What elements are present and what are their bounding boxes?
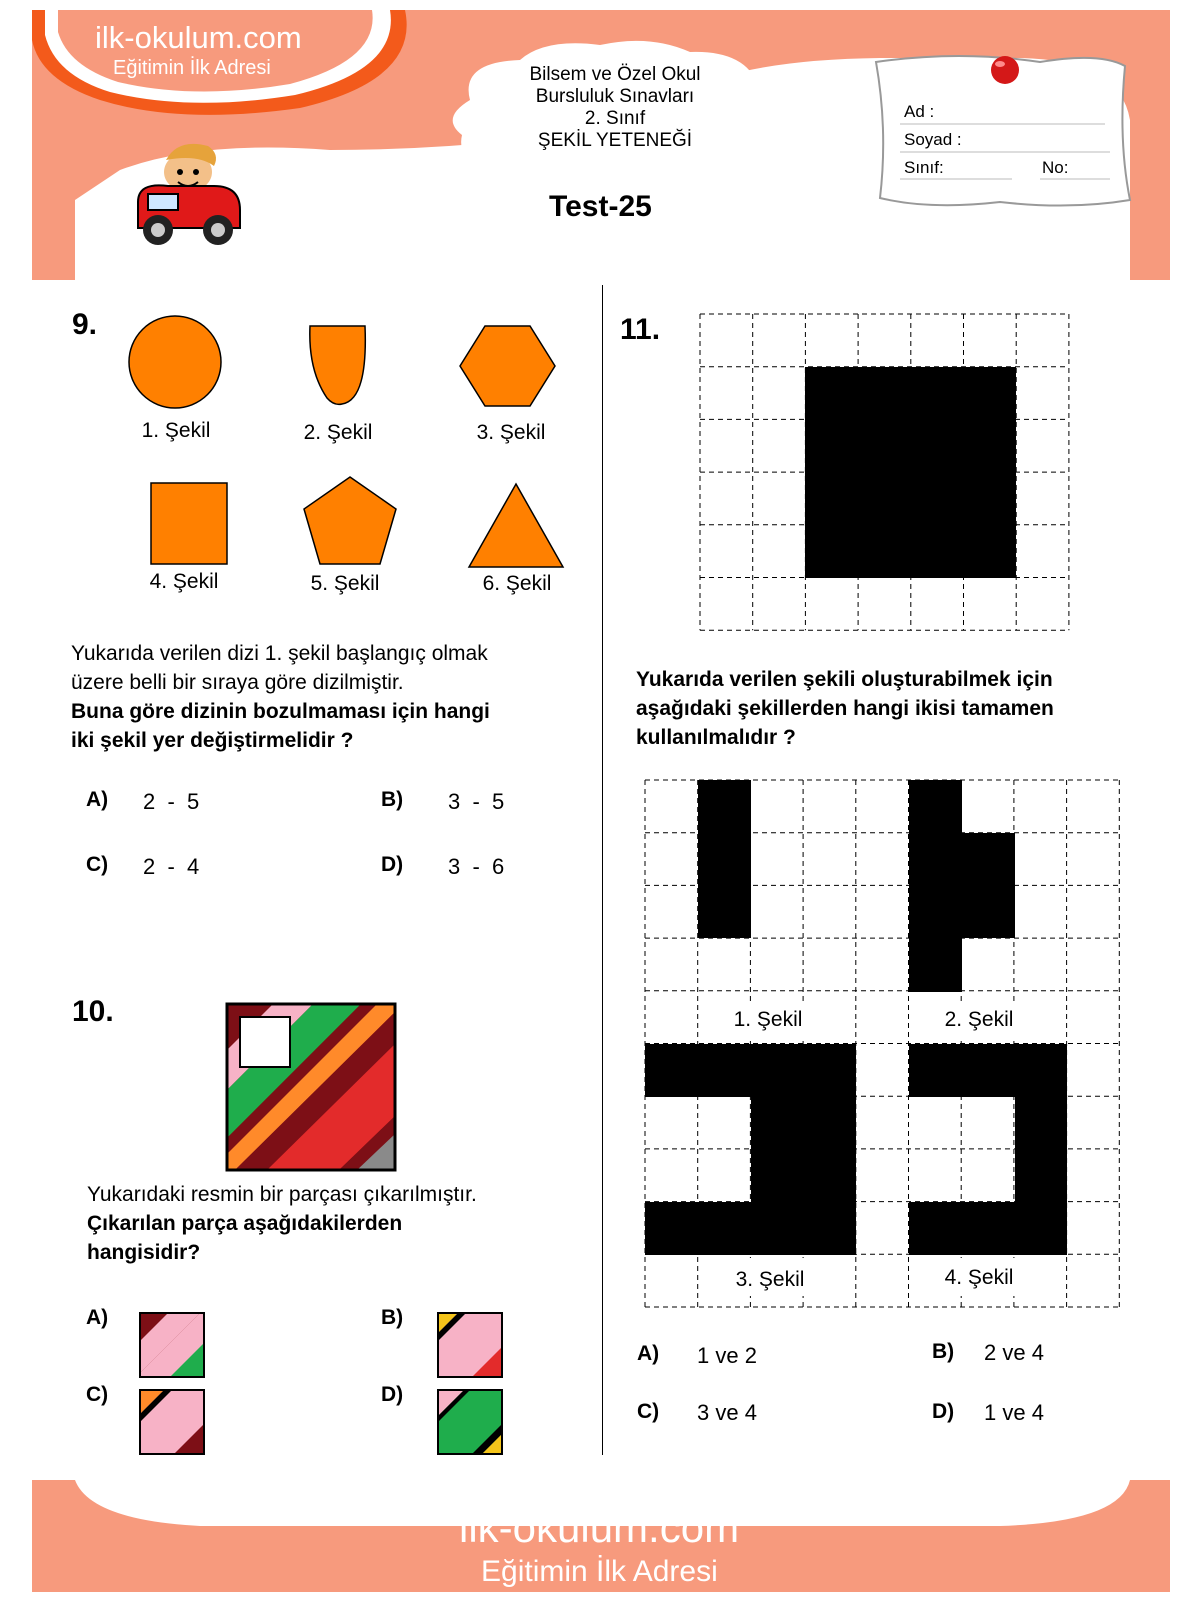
option-letter[interactable]: A) xyxy=(86,1306,109,1329)
student-number-label: No: xyxy=(1042,158,1069,177)
shape-label: 6. Şekil xyxy=(482,572,552,595)
shape-label: 5. Şekil xyxy=(310,572,380,595)
student-surname-label: Soyad : xyxy=(904,130,962,149)
square-shape xyxy=(151,483,227,564)
option-letter[interactable]: D) xyxy=(381,1383,404,1406)
target-black-square xyxy=(805,367,1016,578)
piece-1 xyxy=(698,780,751,938)
column-divider xyxy=(602,285,603,1455)
q11-question-line: aşağıdaki şekillerden hangi ikisi tamamen xyxy=(636,697,1054,720)
piece-label: 2. Şekil xyxy=(944,1008,1014,1031)
exam-title-line: 2. Sınıf xyxy=(584,108,646,129)
option-b-tile[interactable] xyxy=(437,1312,503,1378)
exam-title xyxy=(495,64,735,152)
option-letter[interactable]: D) xyxy=(932,1400,955,1423)
option-letter[interactable]: B) xyxy=(381,788,404,811)
piece-label: 3. Şekil xyxy=(735,1268,805,1291)
q10-question-line: Çıkarılan parça aşağıdakilerden xyxy=(87,1212,403,1235)
option-letter[interactable]: C) xyxy=(86,853,109,876)
car-character-icon xyxy=(128,132,248,252)
brand-slogan-top: Eğitimin İlk Adresi xyxy=(113,57,271,79)
option-value[interactable]: 3 - 5 xyxy=(448,789,505,814)
exam-title-line: Bursluluk Sınavları xyxy=(535,86,695,107)
q10-text-line: Yukarıdaki resmin bir parçası çıkarılmıştır. xyxy=(87,1183,477,1206)
option-value[interactable]: 3 ve 4 xyxy=(697,1400,757,1425)
pentagon-shape xyxy=(304,477,396,564)
question-number: 10. xyxy=(72,995,114,1028)
shape-label: 3. Şekil xyxy=(476,421,546,444)
q9-text-line: Yukarıda verilen dizi 1. şekil başlangıç olmak xyxy=(71,642,488,665)
pushpin-icon xyxy=(991,56,1019,84)
brand-site-bottom[interactable]: ilk-okulum.com xyxy=(459,1504,740,1551)
student-class-label: Sınıf: xyxy=(904,158,944,177)
option-letter[interactable]: A) xyxy=(86,788,109,811)
q11-question xyxy=(636,665,1054,752)
option-value[interactable]: 3 - 6 xyxy=(448,854,505,879)
brand-site-top[interactable]: ilk-okulum.com xyxy=(95,20,302,55)
option-value[interactable]: 2 - 5 xyxy=(143,789,200,814)
triangle-shape xyxy=(469,484,563,567)
question-number: 11. xyxy=(620,313,661,346)
option-value[interactable]: 2 - 4 xyxy=(143,854,200,879)
pieces-grid xyxy=(645,780,1125,1320)
option-value[interactable]: 2 ve 4 xyxy=(984,1340,1044,1365)
piece-label: 4. Şekil xyxy=(944,1266,1014,1289)
q9-text xyxy=(71,639,490,755)
option-letter[interactable]: A) xyxy=(637,1342,660,1365)
exam-title-line: ŞEKİL YETENEĞİ xyxy=(537,130,693,151)
option-letter[interactable]: D) xyxy=(381,853,404,876)
q11-question-line: kullanılmalıdır ? xyxy=(636,726,796,749)
piece-2 xyxy=(909,780,1015,992)
student-name-label: Ad : xyxy=(904,102,935,121)
shape-label: 2. Şekil xyxy=(303,421,373,444)
striped-picture xyxy=(226,1003,396,1171)
q10-question-line: hangisidir? xyxy=(87,1241,201,1264)
q9-question-line: iki şekil yer değiştirmelidir ? xyxy=(71,729,354,752)
option-value[interactable]: 1 ve 4 xyxy=(984,1400,1044,1425)
piece-label: 1. Şekil xyxy=(733,1008,803,1031)
option-letter[interactable]: B) xyxy=(381,1306,404,1329)
q11-question-line: Yukarıda verilen şekili oluşturabilmek için xyxy=(636,668,1053,691)
exam-title-line: Bilsem ve Özel Okul xyxy=(529,64,701,85)
option-letter[interactable]: C) xyxy=(637,1400,660,1423)
circle-shape xyxy=(129,316,221,408)
piece-4 xyxy=(909,1044,1067,1255)
hexagon-shape xyxy=(460,326,555,406)
shape-label: 1. Şekil xyxy=(141,419,211,442)
q9-text-line: üzere belli bir sıraya göre dizilmiştir. xyxy=(71,671,404,694)
option-letter[interactable]: C) xyxy=(86,1383,109,1406)
target-grid xyxy=(700,314,1072,632)
question-number: 9. xyxy=(72,308,98,341)
option-c-tile[interactable] xyxy=(139,1389,205,1455)
option-a-tile[interactable] xyxy=(139,1312,205,1378)
parabola-shape xyxy=(310,326,366,404)
q10-text xyxy=(87,1180,477,1267)
option-value[interactable]: 1 ve 2 xyxy=(697,1343,757,1368)
q9-question-line: Buna göre dizinin bozulmaması için hangi xyxy=(71,700,490,723)
shape-label: 4. Şekil xyxy=(149,570,219,593)
q9-shapes xyxy=(110,310,590,590)
option-d-tile[interactable] xyxy=(437,1389,503,1455)
test-number: Test-25 xyxy=(549,190,652,223)
brand-slogan-bottom: Eğitimin İlk Adresi xyxy=(481,1555,718,1588)
option-letter[interactable]: B) xyxy=(932,1340,955,1363)
